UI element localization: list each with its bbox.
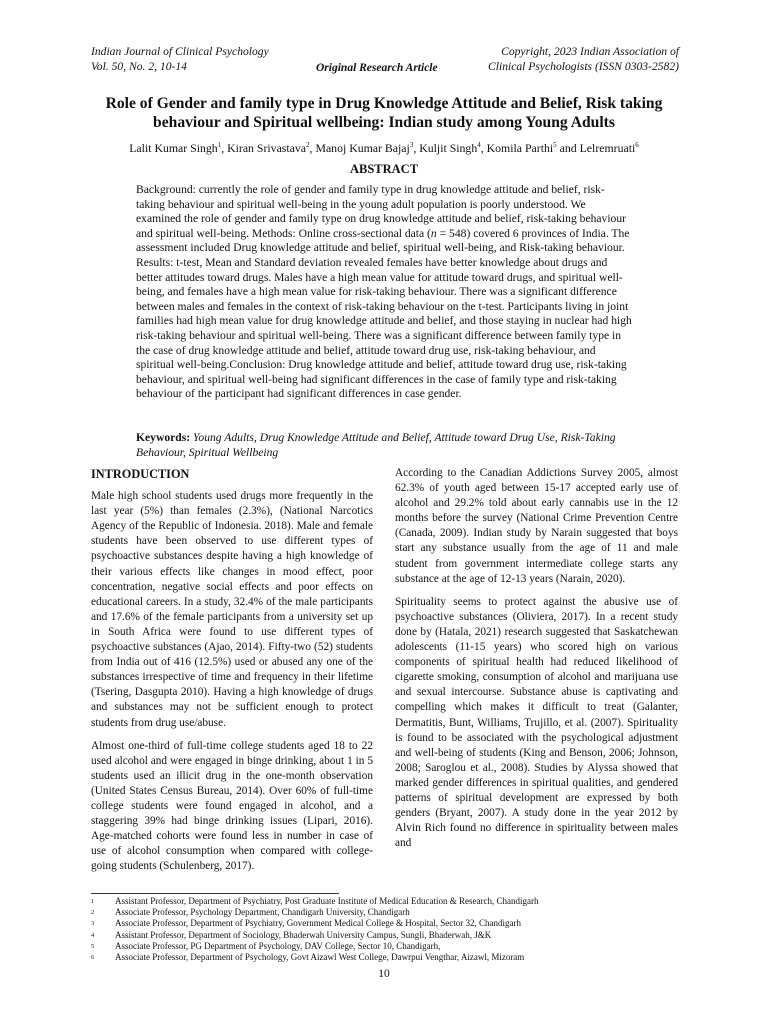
journal-header: [91, 44, 269, 74]
body-paragraph: Almost one-third of full-time college students aged 18 to 22 used alcohol and were engaged in binge drinking, about 1 in 5 students used an illicit drug in the one-month observation (United States Census Bureau, 2014). Over 60% of full-time college students were found engaged in alcohol, and a staggering 39% had binge drinking issues (Lipari, 2016). Age-matched cohorts were found less in number in case of use of alcohol consumption when compared with college-going students (Schulenberg, 2017).: [91, 739, 373, 873]
abstract-text: [136, 183, 632, 402]
footnotes: [91, 896, 691, 963]
footnote: [91, 918, 691, 929]
left-column: [91, 466, 373, 882]
author-affiliation-mark: 5: [553, 141, 557, 149]
article-type: Original Research Article: [316, 62, 438, 74]
author-affiliation-mark: 6: [635, 141, 639, 149]
author-affiliation-mark: 1: [217, 141, 222, 149]
author-affiliation-mark: 4: [477, 141, 481, 149]
author-separator: and: [556, 140, 580, 155]
footnote-divider: [91, 893, 339, 894]
journal-volume: Vol. 50, No. 2, 10-14: [91, 60, 187, 73]
author-separator: ,: [309, 140, 316, 155]
author-list: [60, 138, 708, 156]
footnote-text: Associate Professor, Department of Psychology, Govt Aizawl West College, Dawrpui Vengthar, Aizawl, Mizoram: [115, 952, 525, 963]
author-separator: ,: [221, 140, 228, 155]
author-name: Kiran Srivastava: [227, 140, 307, 155]
abstract-text-part-1: Background: currently the role of gender and family type in drug knowledge attitude and belief, risk-taking behaviour and spiritual well-being in the young adult population is poorly understood. We examined the role of gender and family type on drug knowledge attitude and belief, risk-taking behaviour and spiritual well-being. Methods: Online cross-sectional data (: [136, 183, 627, 240]
keywords: [136, 431, 632, 460]
paper-title: Role of Gender and family type in Drug Knowledge Attitude and Belief, Risk taking behaviour and Spiritual wellbeing: Indian study among Young Adults: [105, 95, 663, 131]
footnote-number: 5: [91, 942, 95, 950]
footnote-text: Associate Professor, Department of Psychiatry, Government Medical College & Hospital, Sector 32, Chandigarh: [115, 918, 521, 929]
author-name: Komila Parthi: [486, 140, 554, 155]
copyright-header: [488, 44, 679, 74]
footnote-number: 2: [91, 909, 95, 917]
author-name: Lelremruati: [579, 140, 636, 155]
introduction-heading: INTRODUCTION: [91, 467, 190, 481]
body-paragraph: Male high school students used drugs more frequently in the last year (5%) than females (2.3%), (National Narcotics Agency of the Republic of Indonesia. 2018). Male and female students have been observed to use different types of psychoactive substances despite having a high knowledge of their various effects like changes in mood effect, poor concentration, negative social effects and poor effects on educational careers. In a study, 32.4% of the male participants and 17.6% of the female participants from a university set up in South Africa were found to use different types of psychoactive substances (Ajao, 2014). Fifty-two (52) students from India out of 416 (12.5%) used or abused any one of the substances irrespective of time and frequency in their lifetime (Tsering, Dasgupta 2010). Having a high knowledge of drugs and substances may not be sufficient enough to protect students from drug use/abuse.: [91, 490, 373, 729]
footnote-text: Associate Professor, PG Department of Psychology, DAV College, Sector 10, Chandigarh,: [115, 940, 441, 951]
sample-size-symbol: n: [430, 226, 437, 240]
author-name: Lalit Kumar Singh: [129, 140, 218, 155]
author-name: Manoj Kumar Bajaj: [315, 140, 410, 155]
keywords-label: Keywords:: [136, 431, 191, 444]
journal-name: Indian Journal of Clinical Psychology: [91, 45, 269, 58]
page-number: 10: [378, 968, 390, 980]
body-paragraph: Spirituality seems to protect against the abusive use of psychoactive substances (Oliviera, 2017). In a recent study done by (Hatala, 2021) research suggested that Saskatchewan adolescents (11-15 years) who scored high on various components of spiritual health had reduced likelihood of cigarette smoking, consumption of alcohol and marijuana use and sexual intercourse. Substance abuse is captivating and compelling which makes it difficult to treat (Galanter, Dermatitis, Bunt, Williams, Trujillo, et al. (2007). Spirituality is found to be associated with the psychological adjustment and well-being of students (King and Benson, 2006; Johnson, 2008; Saroglou et al., 2008). Studies by Alyssa showed that marked gender differences in spiritual qualities, and gendered patterns of spiritual development are expressed by both genders (Bryant, 2007). A study done in the year 2012 by Alvin Rich found no difference in spirituality between males and: [395, 595, 678, 850]
keywords-text: Young Adults, Drug Knowledge Attitude and Belief, Attitude toward Drug Use, Risk-Taking Behaviour, Spiritual Wellbeing: [136, 431, 616, 459]
author-affiliation-mark: 3: [409, 141, 414, 149]
abstract-text-part-2: = 548) covered 6 provinces of India. The assessment included Drug knowledge attitude and belief, spiritual well-being, and Risk-taking behaviour. Results: t-test, Mean and Standard deviation revealed females have better knowledge about drugs and better attitudes toward drugs. Males have a high mean value for attitude toward drugs, and spiritual well-being, and females have a high mean value for risk-taking behaviour. There was a significant difference between males and females in the context of risk-taking behaviour on the t-test. Participants living in joint families had high mean value for drug knowledge attitude and belief, and those staying in nuclear had high risk-taking behaviour and spiritual well-being. There was a significant difference between family type in the case of drug knowledge attitude and belief, attitude toward drug use, risk-taking behaviour, and spiritual well-being.Conclusion: Drug knowledge attitude and belief, attitude toward drug use, risk-taking behaviour, and spiritual well-being had significant differences in the case of family type and risk-taking behaviour of the participant had significant differences in case gender.: [136, 226, 632, 401]
right-column: [395, 466, 678, 859]
abstract-heading: ABSTRACT: [349, 162, 419, 176]
footnote-text: Assistant Professor, Department of Psychiatry, Post Graduate Institute of Medical Education & Research, Chandigarh: [115, 896, 539, 906]
footnote-number: 3: [91, 920, 95, 928]
footnote: [91, 907, 691, 918]
copyright-line-2: Clinical Psychologists (ISSN 0303-2582): [488, 60, 679, 73]
footnote: [91, 930, 691, 941]
footnote-number: 6: [91, 954, 95, 962]
footnote-number: 1: [91, 898, 95, 905]
author-separator: ,: [480, 140, 487, 155]
footnote: [91, 952, 691, 963]
copyright-line-1: Copyright, 2023 Indian Association of: [501, 45, 679, 58]
footnote: [91, 896, 691, 907]
footnote: [91, 941, 691, 952]
author-affiliation-mark: 2: [306, 141, 310, 149]
body-paragraph: According to the Canadian Addictions Survey 2005, almost 62.3% of youth aged between 15-17 accepted early use of alcohol and 29.2% told about early cannabis use in the 12 months before the survey (National Crime Prevention Centre (Canada, 2009). Indian study by Narain suggested that boys start any substance usually from the age of 11 and male student from government intermediate college starts any substance at the age of 12-13 years (Narain, 2020).: [395, 467, 678, 585]
author-name: Kuljit Singh: [419, 140, 478, 155]
footnote-text: Assistant Professor, Department of Sociology, Bhaderwah University Campus, Sungli, Bhaderwah, J&K: [115, 929, 492, 940]
footnote-number: 4: [91, 931, 95, 939]
author-separator: ,: [413, 140, 420, 155]
footnote-text: Associate Professor, Psychology Department, Chandigarh University, Chandigarh: [115, 907, 410, 918]
